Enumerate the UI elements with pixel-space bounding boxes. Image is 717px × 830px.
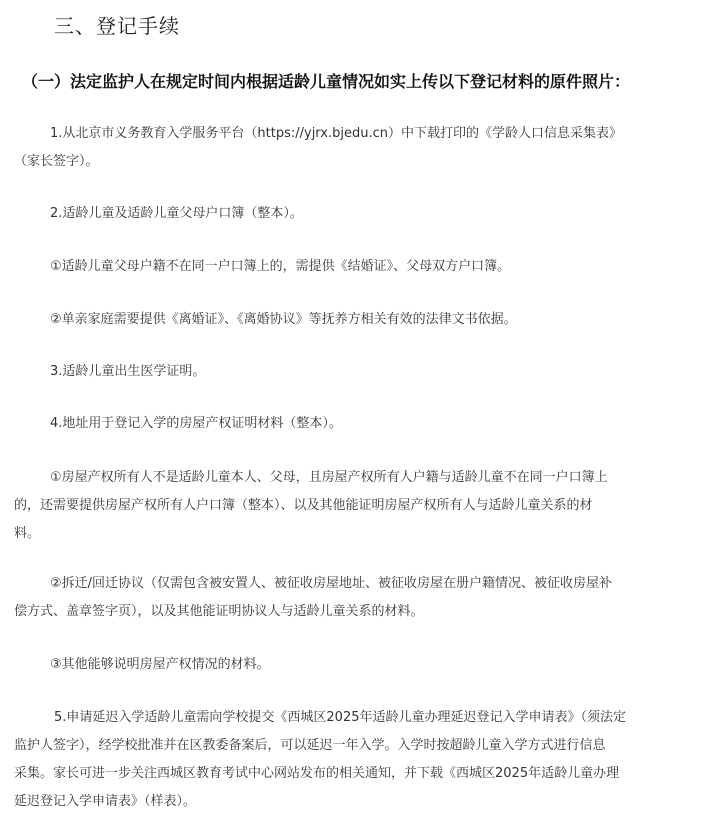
item-2a-paragraph — [14, 253, 704, 281]
item-2a-text: ①适龄儿童父母户籍不在同一户口簿上的，需提供《结婚证》、父母双方户口簿。 — [50, 259, 511, 274]
item-4-text: 4.地址用于登记入学的房屋产权证明材料（整本）。 — [50, 416, 342, 431]
item-4a-line-1: ①房屋产权所有人不是适龄儿童本人、父母，且房屋产权所有人户籍与适龄儿童不在同一户口簿上 — [50, 470, 608, 485]
subsection-heading: （一）法定监护人在规定时间内根据适龄儿童情况如实上传以下登记材料的原件照片： — [22, 72, 631, 91]
item-4a-line-2: 的，还需要提供房屋产权所有人户口簿（整本）、以及其他能证明房屋产权所有人与适龄儿童关系的材 — [14, 498, 593, 513]
item-5-line-1: 5.申请延迟入学适龄儿童需向学校提交《西城区2025年适龄儿童办理延迟登记入学申请表》（须法定 — [54, 710, 626, 725]
item-2-paragraph — [14, 200, 704, 228]
item-4b-line-1: ②拆迁/回迁协议（仅需包含被安置人、被征收房屋地址、被征收房屋在册户籍情况、被征收房屋补 — [50, 576, 613, 591]
item-1-line-1: 1.从北京市义务教育入学服务平台（https://yjrx.bjedu.cn）中下载打印的《学龄人口信息采集表》 — [50, 126, 623, 141]
item-1-paragraph — [14, 120, 704, 176]
item-5-line-2: 监护人签字），经学校批准并在区教委备案后，可以延迟一年入学。入学时按超龄儿童入学方式进行信息 — [14, 738, 606, 753]
item-5-paragraph — [14, 704, 704, 816]
section-heading: 三、登记手续 — [54, 14, 180, 38]
item-3-text: 3.适龄儿童出生医学证明。 — [50, 364, 206, 379]
item-4a-paragraph — [14, 464, 704, 548]
item-2b-paragraph — [14, 306, 704, 334]
item-4b-line-2: 偿方式、盖章签字页），以及其他能证明协议人与适龄儿童关系的材料。 — [14, 604, 424, 619]
item-4-paragraph — [14, 410, 704, 438]
item-4a-line-3: 料。 — [14, 526, 41, 541]
item-5-line-3: 采集。家长可进一步关注西城区教育考试中心网站发布的相关通知，并下载《西城区2025年适龄儿童办理 — [14, 766, 620, 781]
item-1-line-2: （家长签字）。 — [14, 154, 99, 169]
item-2b-text: ②单亲家庭需要提供《离婚证》、《离婚协议》等抚养方相关有效的法律文书依据。 — [50, 312, 517, 327]
item-2-text: 2.适龄儿童及适龄儿童父母户口簿（整本）。 — [50, 206, 303, 221]
item-4b-paragraph — [14, 570, 704, 626]
item-4c-paragraph — [14, 651, 704, 679]
item-3-paragraph — [14, 358, 704, 386]
item-4c-text: ③其他能够说明房屋产权情况的材料。 — [50, 657, 270, 672]
item-5-line-4: 延迟登记入学申请表》（样表）。 — [14, 794, 197, 809]
